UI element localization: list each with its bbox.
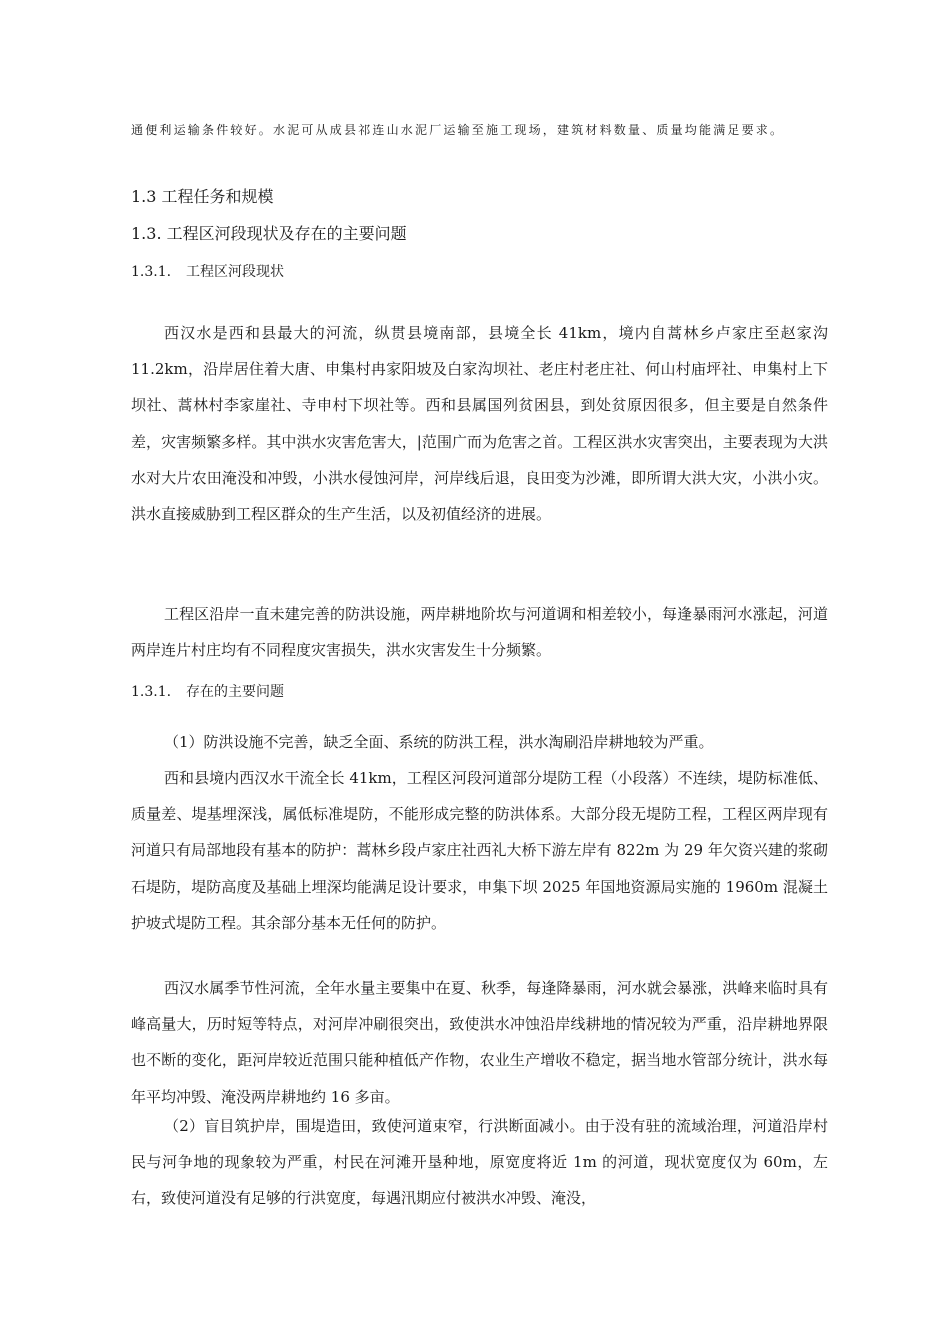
problem-1-season-paragraph: 西汉水属季节性河流，全年水量主要集中在夏、秋季，每逢降暴雨，河水就会暴涨，洪峰来临时具有峰高量大，历时短等特点，对河岸冲刷很突出，致使洪水冲蚀沿岸线耕地的情况较为严重，沿岸耕地界限也不断的变化，距河岸较近范围只能种植低产作物，农业生产增收不稳定，据当地水管部分统计，洪水每年平均冲毁、淹没两岸耕地约 16 多亩。 (131, 979, 828, 1106)
subsection-number: 1.3.1. (131, 264, 172, 280)
section-heading-river-status-problems: 1.3. 工程区河段现状及存在的主要问题 (131, 224, 407, 243)
subsection-number: 1.3.1. (131, 684, 172, 700)
subsection-heading-main-problems (131, 682, 284, 702)
status-paragraph-1: 西汉水是西和县最大的河流，纵贯县境南部，县境全长 41km，境内自蒿林乡卢家庄至赵家沟 11.2km，沿岸居住着大唐、申集村冉家阳坡及白家沟坝社、老庄村老庄社、何山村庙坪社、申集村上下坝社、蒿林村李家崖社、寺申村下坝社等。西和县属国列贫困县，到处贫原因很多，但主要是自然条件差，灾害频繁多样。其中洪水灾害危害大，|范围广而为危害之首。工程区洪水灾害突出，主要表现为大洪水对大片农田淹没和冲毁，小洪水侵蚀河岸，河岸线后退，良田变为沙滩，即所谓大洪大灾，小洪小灾。洪水直接威胁到工程区群众的生产生活，以及初值经济的进展。 (131, 324, 828, 524)
problem-item-1: （1）防洪设施不完善，缺乏全面、系统的防洪工程，洪水淘刷沿岸耕地较为严重。 (164, 733, 714, 751)
intro-paragraph: 通便利运输条件较好。水泥可从成县祁连山水泥厂运输至施工现场，建筑材料数量、质量均能满足要求。 (131, 123, 785, 137)
section-heading-1-3: 1.3 工程任务和规模 (131, 187, 274, 206)
status-paragraph-2: 工程区沿岸一直未建完善的防洪设施，两岸耕地阶坎与河道调和相差较小，每逢暴雨河水涨起，河道两岸连片村庄均有不同程度灾害损失，洪水灾害发生十分频繁。 (131, 605, 828, 660)
subsection-title: 工程区河段现状 (186, 264, 284, 280)
problem-1-detail-paragraph: 西和县境内西汉水干流全长 41km，工程区河段河道部分堤防工程（小段落）不连续，堤防标准低、质量差、堤基埋深浅，属低标准堤防，不能形成完整的防洪体系。大部分段无堤防工程，工程区两岸现有河道只有局部地段有基本的防护：蒿林乡段卢家庄社西礼大桥下游左岸有 822m 为 29 年欠资兴建的浆砌石堤防，堤防高度及基础上埋深均能满足设计要求，申集下坝 2025 年国地资源局实施的 1960m 混凝土护坡式堤防工程。其余部分基本无任何的防护。 (131, 769, 828, 932)
subsection-heading-river-status (131, 262, 284, 282)
problem-item-2: （2）盲目筑护岸，围堤造田，致使河道束窄，行洪断面减小。由于没有驻的流域治理，河道沿岸村民与河争地的现象较为严重，村民在河滩开垦种地，原宽度将近 1m 的河道，现状宽度仅为 60m，左右，致使河道没有足够的行洪宽度，每遇汛期应付被洪水冲毁、淹没， (131, 1117, 828, 1208)
subsection-title: 存在的主要问题 (186, 684, 284, 700)
